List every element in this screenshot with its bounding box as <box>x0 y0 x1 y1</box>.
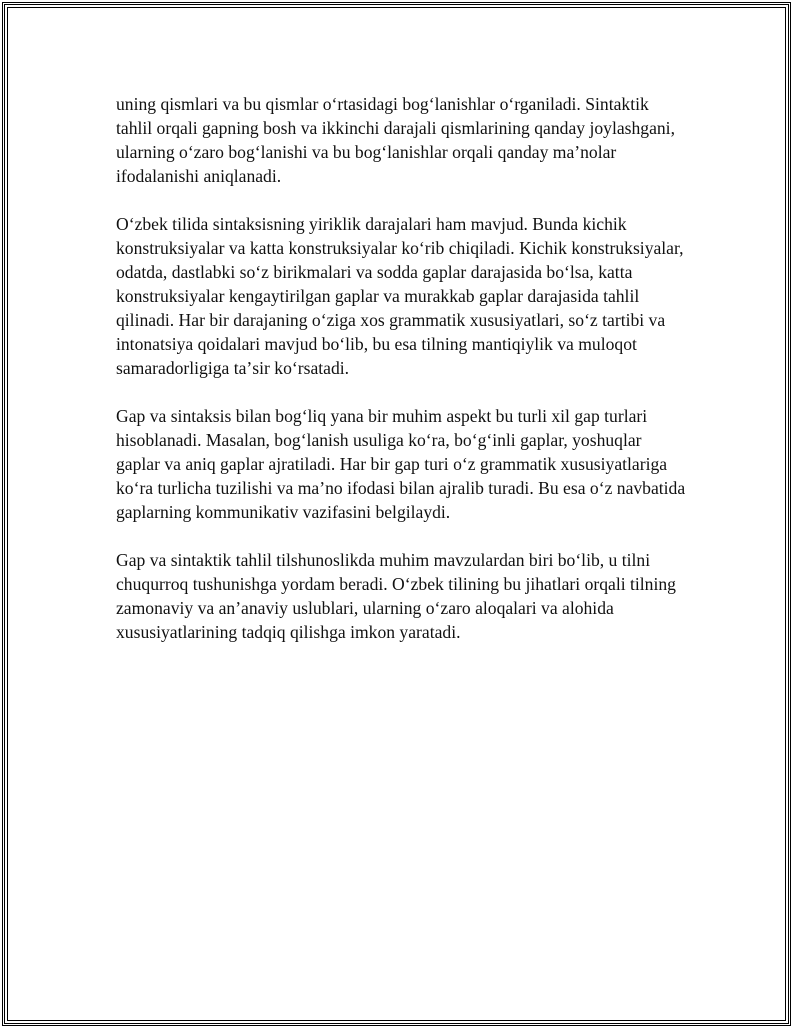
paragraph-1: uning qismlari va bu qismlar oʻrtasidagi bogʻlanishlar oʻrganiladi. Sintaktik tahlil orqali gapning bosh va ikkinchi darajali qismlarining qanday joylashgani, ularning oʻzaro bogʻlanishi va bu bogʻlanishlar orqali qanday maʼnolar ifodalanishi aniqlanadi. <box>116 94 675 186</box>
paragraph-3: Gap va sintaksis bilan bogʻliq yana bir muhim aspekt bu turli xil gap turlari hisoblanadi. Masalan, bogʻlanish usuliga koʻra, boʻgʻinli gaplar, yoshuqlar gaplar va aniq gaplar ajratiladi. Har bir gap turi oʻz grammatik xususiyatlariga koʻra turlicha tuzilishi va maʼno ifodasi bilan ajralib turadi. Bu esa oʻz navbatida gaplarning kommunikativ vazifasini belgilaydi. <box>116 406 686 522</box>
document-body <box>116 92 686 668</box>
paragraph-2: Oʻzbek tilida sintaksisning yiriklik darajalari ham mavjud. Bunda kichik konstruksiyalar va katta konstruksiyalar koʻrib chiqiladi. Kichik konstruksiyalar, odatda, dastlabki soʻz birikmalari va sodda gaplar darajasida boʻlsa, katta konstruksiyalar kengaytirilgan gaplar va murakkab gaplar darajasida tahlil qilinadi. Har bir darajaning oʻziga xos grammatik xususiyatlari, soʻz tartibi va intonatsiya qoidalari mavjud boʻlib, bu esa tilning mantiqiylik va muloqot samaradorligiga taʼsir koʻrsatadi. <box>116 214 684 378</box>
paragraph-4: Gap va sintaktik tahlil tilshunoslikda muhim mavzulardan biri boʻlib, u tilni chuqurroq tushunishga yordam beradi. Oʻzbek tilining bu jihatlari orqali tilning zamonaviy va anʼanaviy uslublari, ularning oʻzaro aloqalari va alohida xususiyatlarining tadqiq qilishga imkon yaratadi. <box>116 550 676 642</box>
